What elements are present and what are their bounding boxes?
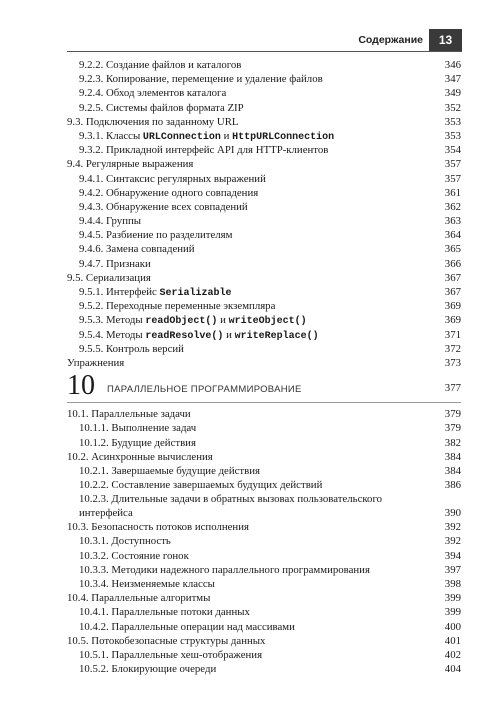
- toc-entry-page: 357: [444, 158, 461, 171]
- title-text: 9.5.3. Методы: [79, 314, 146, 327]
- running-head-title: Содержание: [358, 34, 423, 46]
- toc-entry-page: 353: [444, 115, 461, 128]
- toc-entry-title: 10.3.4. Неизменяемые классы: [79, 578, 215, 590]
- code-identifier: Serializable: [159, 288, 232, 299]
- toc-entry[interactable]: [67, 634, 461, 648]
- toc-entry-title: 9.4.2. Обнаружение одного совпадения: [79, 186, 259, 199]
- toc-entry[interactable]: [67, 242, 461, 256]
- title-text: 9.5.1. Интерфейс: [79, 286, 160, 298]
- code-identifier: writeObject(): [228, 316, 307, 328]
- toc-entry-page: 372: [444, 342, 461, 355]
- toc-entry-title: 9.3.2. Прикладной интерфейс API для HTTP-клиентов: [79, 144, 329, 157]
- toc-entry-page: 367: [444, 271, 461, 284]
- toc-entry-title: 10.2.2. Составление завершаемых будущих действий: [79, 479, 323, 492]
- toc-entry-title: 10.5. Потокобезопасные структуры данных: [67, 634, 266, 647]
- title-text: и: [223, 328, 235, 341]
- toc-entry-page: 400: [444, 620, 461, 633]
- toc-entry-page: 357: [444, 172, 461, 185]
- toc-entry-page: 366: [444, 257, 461, 270]
- toc-entry[interactable]: [67, 577, 461, 591]
- toc-entry-title: Упражнения: [67, 356, 125, 369]
- toc-entry[interactable]: [67, 58, 461, 72]
- toc-entry-title: 10.2. Асинхронные вычисления: [67, 450, 213, 463]
- toc-entry-title: 9.2.4. Обход элементов каталога: [79, 87, 227, 100]
- toc-entry[interactable]: [67, 101, 461, 115]
- toc-entry-title: 10.1.1. Выполнение задач: [79, 422, 197, 435]
- toc-entry-title: 10.5.2. Блокирующие очереди: [79, 663, 217, 676]
- toc-entry[interactable]: [67, 257, 461, 271]
- toc-entry[interactable]: [67, 464, 461, 478]
- toc-entry[interactable]: [67, 271, 461, 285]
- toc-entry[interactable]: [67, 436, 461, 450]
- toc-entry-page: 404: [444, 663, 461, 676]
- toc-entry-page: 399: [444, 606, 461, 619]
- toc-entry-page: 369: [444, 300, 461, 313]
- toc-entry-page: 347: [444, 73, 461, 86]
- title-text: и: [220, 129, 233, 142]
- toc-entry-page: 390: [444, 507, 461, 520]
- toc-entry-title: 9.2.5. Системы файлов формата ZIP: [79, 101, 244, 114]
- toc-entry[interactable]: [67, 492, 461, 520]
- page-header: [67, 33, 462, 52]
- toc-entry-title: 10.3.2. Состояние гонок: [79, 549, 189, 562]
- toc-entry[interactable]: [67, 520, 461, 534]
- toc-entry-page: 379: [444, 408, 461, 421]
- toc-entry[interactable]: [67, 143, 461, 157]
- toc-entry-title: 9.5.2. Переходные переменные экземпляра: [79, 300, 276, 313]
- toc-entry-title: 10.1. Параллельные задачи: [67, 408, 191, 421]
- toc-entry[interactable]: [67, 450, 461, 464]
- toc-entry-title: 9.4.3. Обнаружение всех совпадений: [79, 200, 248, 213]
- toc-entry-title: 9.4.6. Замена совпадений: [79, 243, 195, 256]
- toc-entry[interactable]: [67, 328, 461, 342]
- table-of-contents: [67, 58, 461, 676]
- toc-entry-title: 10.5.1. Параллельные хеш-отображения: [79, 648, 263, 661]
- toc-entry[interactable]: [67, 534, 461, 548]
- toc-entry-page: 382: [444, 436, 461, 449]
- toc-entry-title: 9.5. Сериализация: [67, 271, 151, 284]
- page-number: 13: [438, 33, 453, 47]
- title-text: 9.5.4. Методы: [79, 328, 146, 341]
- code-identifier: writeReplace(): [234, 330, 319, 342]
- toc-entry-page: 384: [444, 464, 461, 477]
- chapter-heading[interactable]: [67, 370, 461, 403]
- toc-entry[interactable]: [67, 299, 461, 313]
- toc-entry-page: 365: [444, 243, 461, 256]
- toc-entry[interactable]: [67, 72, 461, 86]
- toc-entry-title: 9.2.2. Создание файлов и каталогов: [79, 59, 242, 71]
- toc-entry-page: 394: [444, 549, 461, 562]
- toc-entry-page: 369: [444, 314, 461, 327]
- toc-entry-title: 9.4.7. Признаки: [79, 257, 151, 270]
- toc-entry-page: 367: [444, 286, 461, 298]
- toc-entry-page: 397: [444, 563, 461, 576]
- toc-entry-title: 9.2.3. Копирование, перемещение и удаление файлов: [79, 73, 323, 86]
- toc-entry-page: 386: [444, 479, 461, 492]
- toc-entry-page: 399: [444, 592, 461, 605]
- toc-entry-page: 384: [444, 450, 461, 463]
- toc-entry-page: 361: [444, 186, 461, 199]
- toc-entry-title: 9.4.5. Разбиение по разделителям: [79, 229, 233, 242]
- toc-section-chapter-10: [67, 407, 461, 676]
- toc-entry-title: 10.1.2. Будущие действия: [79, 436, 196, 449]
- page-number-badge: [429, 29, 462, 51]
- toc-entry[interactable]: [67, 407, 461, 421]
- toc-entry[interactable]: [67, 563, 461, 577]
- toc-entry[interactable]: [67, 313, 461, 327]
- toc-entry-title: 10.2.1. Завершаемые будущие действия: [79, 464, 260, 477]
- toc-entry-title: 10.4.1. Параллельные потоки данных: [79, 606, 250, 619]
- toc-entry-title: 10.4. Параллельные алгоритмы: [67, 592, 211, 605]
- toc-entry-page: 373: [444, 356, 461, 369]
- toc-entry-page: 354: [444, 144, 461, 157]
- toc-entry[interactable]: [67, 285, 461, 299]
- toc-entry[interactable]: [67, 115, 461, 129]
- toc-entry[interactable]: [67, 129, 461, 143]
- chapter-page-number: 377: [444, 382, 461, 395]
- code-identifier: readObject(): [145, 316, 218, 328]
- toc-entry[interactable]: [67, 620, 461, 634]
- toc-entry-title: 10.3.3. Методики надежного параллельного программирования: [79, 563, 370, 576]
- toc-entry-title: 10.4.2. Параллельные операции над массивами: [79, 620, 295, 633]
- toc-entry[interactable]: [67, 228, 461, 242]
- toc-entry-page: 363: [444, 215, 461, 228]
- code-identifier: URLConnection: [142, 131, 221, 143]
- toc-entry-title: 9.4.1. Синтаксис регулярных выражений: [79, 172, 266, 185]
- toc-entry[interactable]: [67, 172, 461, 186]
- toc-entry[interactable]: [67, 478, 461, 492]
- toc-entry-title: 10.2.3. Длительные задачи в обратных вызовах пользовательского интерфейса: [79, 493, 383, 520]
- toc-entry-page: 352: [444, 101, 461, 114]
- toc-entry-title: 9.4. Регулярные выражения: [67, 158, 194, 171]
- toc-entry-page: 364: [444, 229, 461, 242]
- chapter-number: 10: [67, 370, 95, 402]
- toc-entry[interactable]: [67, 157, 461, 171]
- title-text: 9.3.1. Классы: [79, 129, 143, 142]
- toc-entry-page: 402: [444, 648, 461, 661]
- toc-entry[interactable]: [67, 86, 461, 100]
- toc-entry[interactable]: [67, 186, 461, 200]
- toc-entry[interactable]: [67, 356, 461, 370]
- toc-entry[interactable]: [67, 648, 461, 662]
- toc-entry-page: 346: [444, 59, 461, 71]
- toc-entry[interactable]: [67, 200, 461, 214]
- toc-entry-title: 10.3. Безопасность потоков исполнения: [67, 521, 249, 534]
- chapter-title: ПАРАЛЛЕЛЬНОЕ ПРОГРАММИРОВАНИЕ: [107, 384, 302, 396]
- toc-entry-page: 379: [444, 422, 461, 435]
- toc-entry-page: 392: [444, 521, 461, 534]
- toc-section-chapter-9: [67, 58, 461, 370]
- toc-entry-title: 9.4.4. Группы: [79, 215, 142, 228]
- toc-entry-title: 10.3.1. Доступность: [79, 535, 171, 548]
- toc-entry-page: 362: [444, 200, 461, 213]
- toc-entry-page: 392: [444, 535, 461, 548]
- toc-entry[interactable]: [67, 605, 461, 619]
- toc-entry-page: 398: [444, 578, 461, 590]
- toc-entry[interactable]: [67, 662, 461, 676]
- code-identifier: HttpURLConnection: [232, 131, 335, 143]
- toc-entry[interactable]: [67, 214, 461, 228]
- toc-entry[interactable]: [67, 421, 461, 435]
- toc-entry-page: 401: [444, 634, 461, 647]
- title-text: и: [217, 314, 229, 327]
- code-identifier: readResolve(): [145, 330, 224, 342]
- toc-entry-title: 9.5.5. Контроль версий: [79, 342, 184, 355]
- toc-entry[interactable]: [67, 549, 461, 563]
- toc-entry-page: 349: [444, 87, 461, 100]
- toc-entry[interactable]: [67, 342, 461, 356]
- toc-entry[interactable]: [67, 591, 461, 605]
- toc-entry-page: 353: [444, 129, 461, 142]
- toc-entry-title: 9.3. Подключения по заданному URL: [67, 115, 239, 128]
- toc-entry-page: 371: [444, 328, 461, 341]
